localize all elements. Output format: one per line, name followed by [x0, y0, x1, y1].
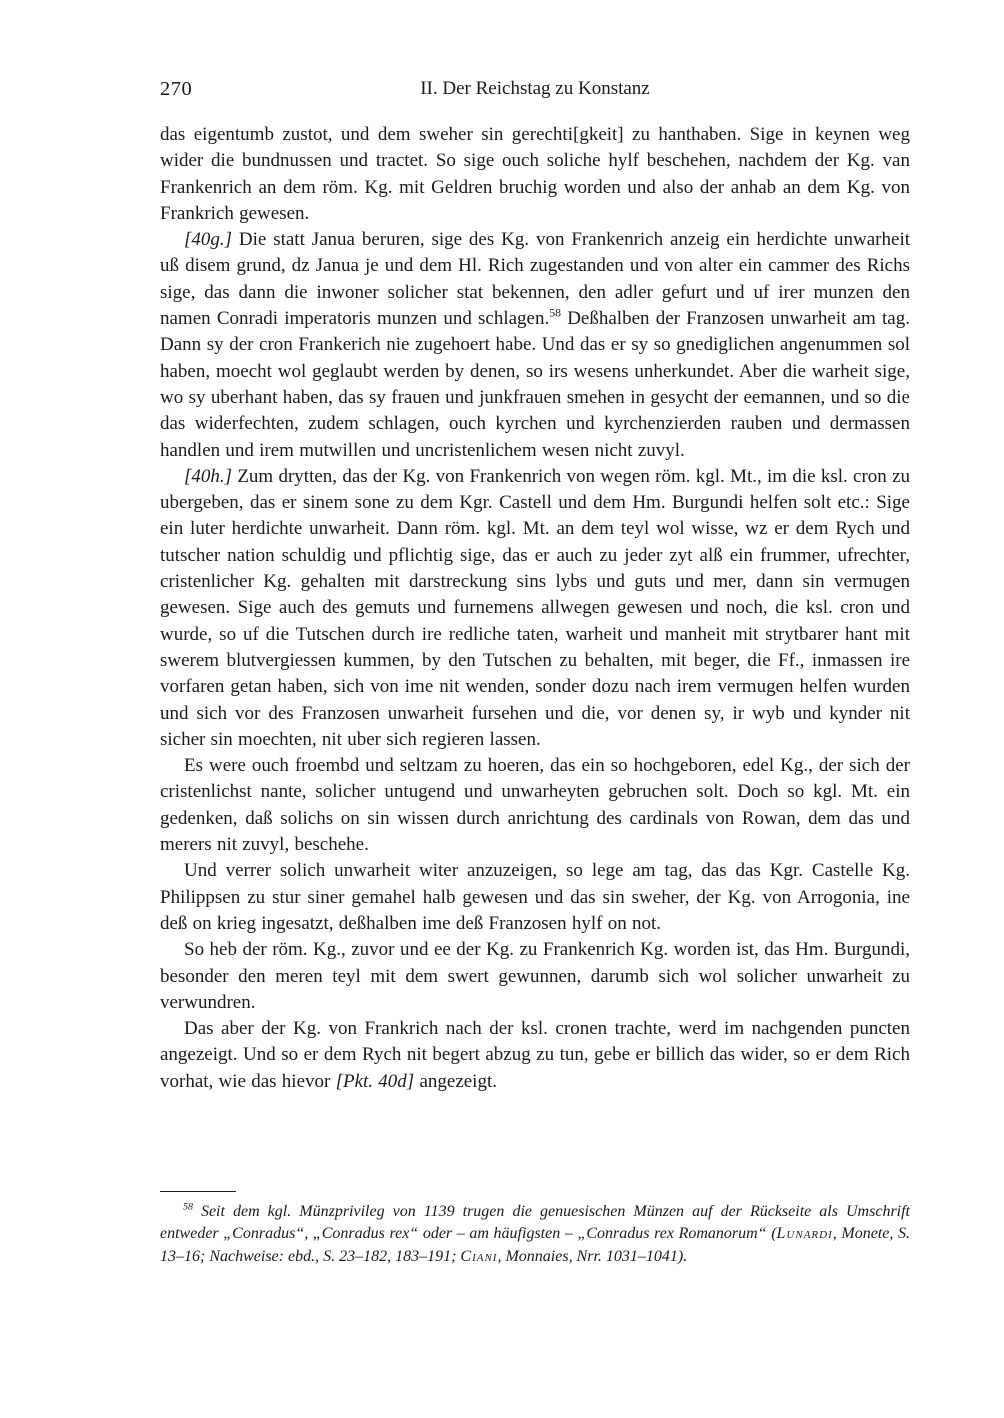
text-run: Es were ouch froembd und seltzam zu hoeren, das ein so hochgeboren, edel Kg., der sich der cristenlichst nante, solicher untugend und unwarheyten gebruchen solt. Doch so kgl. Mt. ein gedenken, daß solichs on sin wissen durch anrichtung des cardinals von Rowan, dem das und merers nit zuvyl, beschehe. [160, 755, 910, 856]
footnote-area [160, 1191, 910, 1268]
footnote-separator [160, 1191, 236, 1192]
paragraph-40g [160, 227, 910, 464]
text-run: angezeigt. [414, 1070, 497, 1092]
section-marker-40h: [40h.] [184, 465, 233, 487]
paragraph-40h [160, 464, 910, 753]
paragraph-5 [160, 858, 910, 937]
text-run: Deßhalben der Franzosen unwarheit am tag. Dann sy der cron Frankerich nie zugehoert habe. Und das er sy so gnediglichen angenummen sol haben, moecht wol geglaubt werden by denen, so irs wesens unherkundet. Aber die warheit sige, wo sy uberhant haben, das sy frauen und junkfrauen smehen in gesycht der eemannen, und so die das widerfechten, zudem schlagen, ouch kyrchen und kyrchenzierden rauben und dermassen handlen und irem mutwillen und uncristenlichem wesen nicht zuvyl. [160, 308, 910, 461]
text-run: Und verrer solich unwarheit witer anzuzeigen, so lege am tag, das das Kgr. Castelle Kg. Philippsen zu stur siner gemahel halb gewesen und das sin sweher, der Kg. von Arrogonia, ine deß on krieg ingesatzt, deßhalben ime deß Franzosen hylf on not. [160, 860, 910, 934]
paragraph-4 [160, 753, 910, 858]
text-run: , Monete, S. 13–16; Nachweise: ebd., S. 23–182, 183–191; [160, 1225, 910, 1265]
page-number: 270 [160, 78, 193, 100]
text-run: Zum drytten, das der Kg. von Frankenrich von wegen röm. kgl. Mt., im die ksl. cron zu ubergeben, das er sinem sone zu dem Kgr. Castell und dem Hm. Burgundi helfen solt etc.: Sige ein luter herdichte unwarheit. Dann röm. kgl. Mt. an dem teyl wol wisse, wz er dem Rych und tutscher nation schuldig und pflichtig sige, das er auch zu jeder zyt alß ein frummer, ufrechter, cristenlicher Kg. gehalten mit darstreckung sins lybs und guts und mer, dann sin vermugen gewesen. Sige auch des gemuts und furnemens allwegen gewesen und noch, die ksl. cron und wurde, so uf die Tutschen durch ire redliche taten, warheit und manheit mit strytbarer hant mit swerem blutvergiessen kummen, by den Tutschen zu behalten, mit beger, die Ff., inmassen ire vorfaren getan haben, sich von ime nit wenden, sonder dozu nach irem vermugen helfen wurden und sich vor des Franzosen unwarheit fursehen und die, vor denen sy, ir wyb und kynder nit sicher sin moechten, nit uber sich regieren lassen. [160, 465, 910, 750]
text-run: So heb der röm. Kg., zuvor und ee der Kg. zu Frankenrich Kg. worden ist, das Hm. Burgundi, besonder den meren teyl mit dem swert gewunnen, darumb sich wol solicher unwarheit zu verwundren. [160, 939, 910, 1013]
paragraph-6 [160, 937, 910, 1016]
author-lunardi: Lunardi [776, 1225, 833, 1243]
footnote-58 [160, 1201, 910, 1268]
section-marker-40g: [40g.] [184, 229, 233, 251]
paragraph-7 [160, 1016, 910, 1095]
page-body [160, 122, 910, 1095]
text-run: das eigentumb zustot, und dem sweher sin gerechti[gkeit] zu hanthaben. Sige in keynen weg wider die bundnussen und tractet. So sige ouch soliche hylf beschehen, nachdem der Kg. van Frankenrich an dem röm. Kg. mit Geldren bruchig worden und also der anhab an dem Kg. von Frankrich gewesen. [160, 124, 910, 224]
text-run: , Monnaies, Nrr. 1031–1041). [497, 1247, 688, 1265]
paragraph-continuation [160, 122, 910, 227]
text-run: Das aber der Kg. von Frankrich nach der ksl. cronen trachte, werd im nachgenden puncten angezeigt. Und so er dem Rych nit begert abzug zu tun, gebe er billich das wider, so er dem Rich vorhat, wie das hievor [160, 1018, 910, 1092]
footnote-number: 58 [183, 1201, 193, 1213]
author-ciani: Ciani [460, 1247, 498, 1265]
text-run: Die statt Janua beruren, sige des Kg. von Frankenrich anzeig ein herdichte unwarheit uß disem grund, dz Janua je und dem Hl. Rich zugestanden und von alter ein cammer des Richs sige, das dann die inwoner solicher stat bekennen, den adler gefurt und uf irer munzen den namen Conradi imperatoris munzen und schlagen. [160, 229, 910, 330]
footnote-ref-58: 58 [549, 306, 562, 320]
text-run: Seit dem kgl. Münzprivileg von 1139 trugen die genuesischen Münzen auf der Rückseite als Umschrift entweder „Conradus“, „Conradus rex“ oder – am häufigsten – „Conradus rex Romanorum“ ( [160, 1202, 910, 1243]
page-header [160, 78, 910, 104]
cross-reference-40d: [Pkt. 40d] [335, 1070, 415, 1092]
running-title: II. Der Reichstag zu Konstanz [420, 78, 650, 99]
